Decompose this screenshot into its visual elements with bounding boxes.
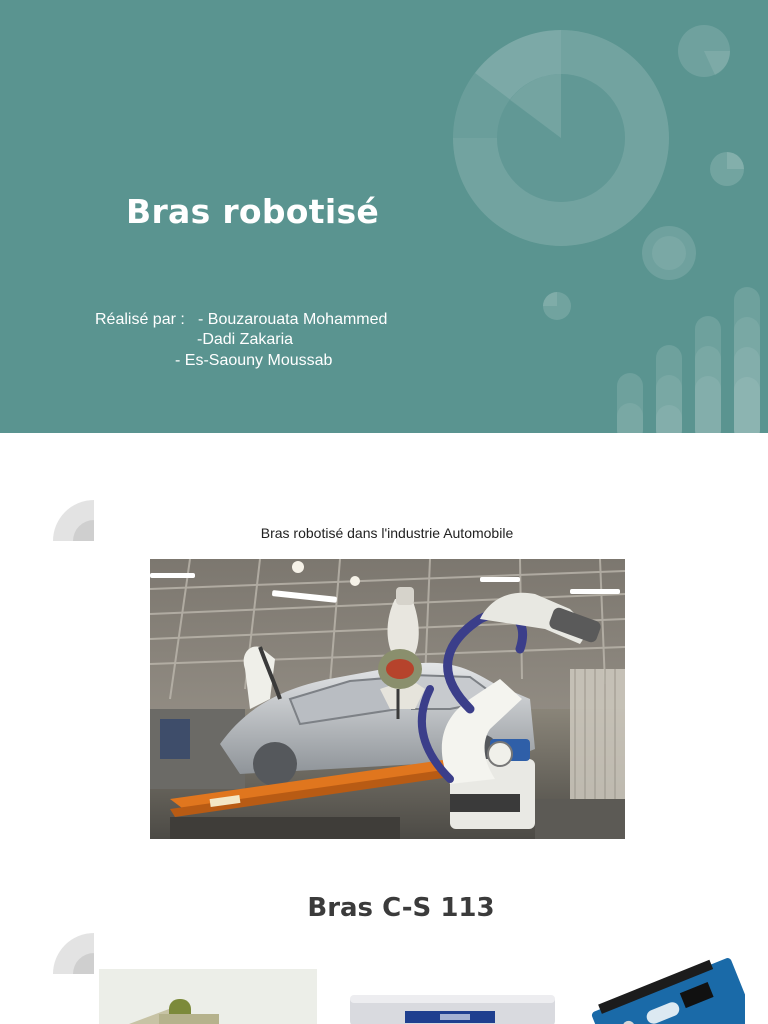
donut-chart-icon [453,30,669,246]
author-name: - Es-Saouny Moussab [175,352,333,369]
decorative-charts-icon [0,0,768,433]
quarter-circle-icon [52,932,96,976]
image-caption: Bras robotisé dans l'industrie Automobile [260,525,514,541]
slide-title: Bras robotisé [126,192,380,231]
author-name: -Dadi Zakaria [197,331,294,348]
authors-prefix: Réalisé par : [95,311,185,328]
power-supply-photo [345,985,560,1024]
section-heading: Bras C-S 113 [307,893,495,923]
bar-chart-icon [617,287,760,433]
arduino-board-photo [585,950,745,1024]
automotive-robot-photo [150,559,625,839]
robot-arm-photo [99,969,317,1024]
author-name: - Bouzarouata Mohammed [198,311,388,328]
title-slide [0,0,768,433]
